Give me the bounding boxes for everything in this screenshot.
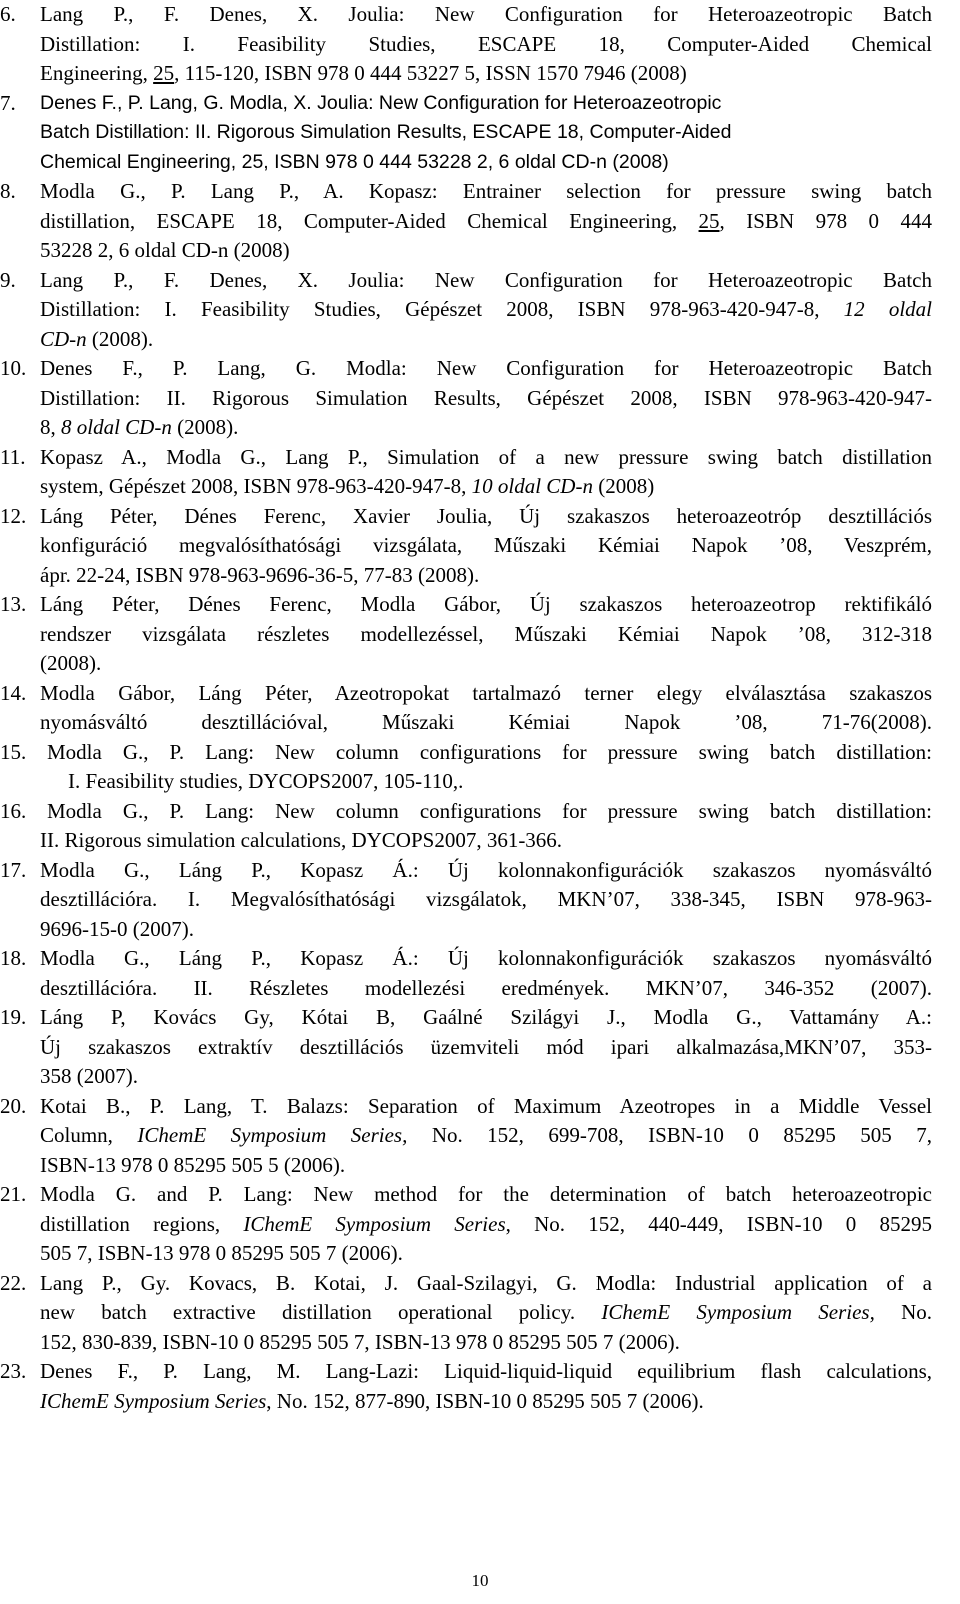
- reference-line: [40, 856, 932, 886]
- reference-text: Láng P, Kovács Gy, Kótai B, Gaálné Szilágyi J., Modla G., Vattamány A.:: [40, 1005, 932, 1029]
- reference-text: IChemE Symposium Series,: [601, 1300, 875, 1324]
- reference-line: [40, 0, 932, 30]
- reference-text: II. Rigorous simulation calculations, DYCOPS2007, 361-366.: [40, 828, 563, 852]
- reference-line: [68, 767, 960, 797]
- reference-line: [40, 1121, 932, 1151]
- reference-number: 6.: [0, 2, 16, 26]
- reference-text: new batch extractive distillation operational policy.: [40, 1300, 602, 1324]
- reference-text: IChemE Symposium Series: [243, 1211, 506, 1236]
- reference-text: Lang P., F. Denes, X. Joulia: New Configuration for Heteroazeotropic Batch: [40, 267, 932, 292]
- reference-line: [40, 1387, 932, 1417]
- reference-line: [40, 207, 932, 237]
- reference-text: Batch Distillation: II. Rigorous Simulation Results, ESCAPE 18, Computer-Aided: [40, 121, 732, 143]
- reference-line: [40, 1003, 932, 1033]
- reference-number: 7.: [0, 90, 16, 115]
- reference-line: [40, 1357, 932, 1387]
- reference-text: 8,: [40, 415, 61, 439]
- reference-line: [40, 148, 932, 178]
- reference-text: Modla G., Láng P., Kopasz Á.: Új kolonnakonfigurációk szakaszos nyomásváltó: [40, 946, 932, 970]
- reference-number: 9.: [0, 267, 16, 292]
- reference-line: [40, 1210, 932, 1240]
- page-number: 10: [471, 1571, 489, 1590]
- reference-text: desztillációra. II. Részletes modellezési eredmények. MKN’07, 346-352 (2007).: [40, 975, 932, 1000]
- reference-text: 12 oldal: [843, 297, 933, 321]
- reference-text: (2008): [592, 474, 655, 498]
- reference-line: [40, 708, 932, 738]
- reference-line: [40, 325, 932, 355]
- reference-line: [47, 738, 932, 768]
- reference-text: 10 oldal CD-n: [471, 474, 593, 498]
- reference-number: 16.: [0, 798, 27, 823]
- reference-text: No.: [874, 1300, 932, 1324]
- reference-line: [40, 1092, 932, 1122]
- reference-text: IChemE Symposium Series: [40, 1388, 267, 1413]
- reference-text: Denes F., P. Lang, M. Lang-Lazi: Liquid-liquid-liquid equilibrium flash calculations,: [40, 1359, 932, 1383]
- reference-line: [40, 472, 932, 502]
- reference-line: [40, 620, 932, 650]
- reference-line: [40, 1180, 932, 1210]
- reference-number: 19.: [0, 1005, 27, 1029]
- reference-text: 53228 2, 6 oldal CD-n (2008): [40, 238, 290, 262]
- reference-text: 25: [153, 61, 175, 85]
- reference-text: 8 oldal CD-n: [61, 415, 172, 439]
- reference-text: , No. 152, 877-890, ISBN-10 0 85295 505 7 (2006).: [266, 1388, 704, 1413]
- reference-text: nyomásváltó desztillációval, Műszaki Kémiai Napok ’08, 71-76(2008).: [40, 710, 932, 734]
- reference-line: [40, 89, 932, 119]
- reference-text: distillation, ESCAPE 18, Computer-Aided Chemical Engineering,: [40, 208, 699, 233]
- reference-line: [40, 974, 932, 1004]
- reference-text: Modla G. and P. Lang: New method for the determination of batch heteroazeotropic: [40, 1182, 932, 1206]
- reference-line: [40, 177, 932, 207]
- reference-number: 21.: [0, 1182, 27, 1206]
- reference-text: Modla G., Láng P., Kopasz Á.: Új kolonnakonfigurációk szakaszos nyomásváltó: [40, 857, 932, 882]
- reference-line: [40, 1062, 932, 1092]
- reference-line: [40, 59, 932, 89]
- reference-text: Engineering,: [40, 61, 154, 85]
- reference-number: 23.: [0, 1359, 27, 1383]
- reference-text: CD-n: [40, 326, 87, 351]
- reference-text: Modla G., P. Lang: New column configurations for pressure swing batch distillation:: [47, 798, 932, 823]
- reference-line: [40, 413, 932, 443]
- reference-line: [40, 236, 932, 266]
- reference-text: konfiguráció megvalósíthatósági vizsgálata, Műszaki Kémiai Napok ’08, Veszprém,: [40, 533, 932, 557]
- reference-line: [40, 1239, 932, 1269]
- reference-text: Distillation: I. Feasibility Studies, Gépészet 2008, ISBN 978-963-420-947-8,: [40, 297, 844, 321]
- reference-line: [40, 118, 932, 148]
- reference-number: 12.: [0, 503, 27, 528]
- reference-text: 25: [698, 208, 720, 233]
- reference-text: 9696-15-0 (2007).: [40, 916, 194, 941]
- reference-text: , 115-120, ISBN 978 0 444 53227 5, ISSN 1570 7946 (2008): [174, 61, 687, 85]
- reference-text: desztillációra. I. Megvalósíthatósági vizsgálatok, MKN’07, 338-345, ISBN 978-963-: [40, 887, 932, 911]
- reference-line: [40, 561, 932, 591]
- reference-text: Láng Péter, Dénes Ferenc, Modla Gábor, Új szakaszos heteroazeotrop rektifikáló: [40, 592, 932, 616]
- reference-number: 15.: [0, 739, 27, 764]
- reference-text: system, Gépészet 2008, ISBN 978-963-420-947-8,: [40, 474, 472, 498]
- reference-text: distillation regions,: [40, 1211, 244, 1236]
- reference-text: Lang P., F. Denes, X. Joulia: New Configuration for Heteroazeotropic Batch: [40, 2, 932, 26]
- reference-text: Modla G., P. Lang P., A. Kopasz: Entrainer selection for pressure swing batch: [40, 179, 932, 203]
- reference-line: [40, 502, 932, 532]
- reference-line: [40, 1033, 932, 1063]
- reference-text: Kopasz A., Modla G., Lang P., Simulation of a new pressure swing batch distillation: [40, 444, 932, 469]
- reference-text: Column,: [40, 1123, 138, 1147]
- reference-text: (2008).: [40, 651, 102, 675]
- reference-text: (2008).: [171, 415, 239, 439]
- reference-text: No. 152, 699-708, ISBN-10 0 85295 505 7,: [407, 1123, 933, 1147]
- reference-text: Denes F., P. Lang, G. Modla: New Configuration for Heteroazeotropic Batch: [40, 356, 932, 380]
- reference-text: ISBN-13 978 0 85295 505 5 (2006).: [40, 1152, 346, 1177]
- reference-line: [40, 443, 932, 473]
- reference-line: [40, 944, 932, 974]
- reference-number: 18.: [0, 946, 27, 970]
- reference-number: 10.: [0, 356, 27, 380]
- reference-line: [40, 826, 932, 856]
- reference-line: [40, 885, 932, 915]
- reference-line: [40, 30, 932, 60]
- reference-text: Distillation: II. Rigorous Simulation Results, Gépészet 2008, ISBN 978-963-420-947-: [40, 385, 932, 410]
- reference-line: [40, 679, 932, 709]
- reference-text: ápr. 22-24, ISBN 978-963-9696-36-5, 77-83 (2008).: [40, 562, 480, 587]
- reference-line: [40, 384, 932, 414]
- reference-text: Modla Gábor, Láng Péter, Azeotropokat tartalmazó terner elegy elválasztása szakaszos: [40, 680, 932, 705]
- reference-text: Denes F., P. Lang, G. Modla, X. Joulia: New Configuration for Heteroazeotropic: [40, 91, 722, 114]
- reference-text: I. Feasibility studies, DYCOPS2007, 105-110,.: [68, 769, 464, 793]
- reference-number: 20.: [0, 1093, 27, 1118]
- reference-line: [40, 1269, 932, 1299]
- reference-number: 22.: [0, 1270, 27, 1295]
- reference-number: 13.: [0, 592, 27, 616]
- reference-line: [40, 1298, 932, 1328]
- reference-text: 358 (2007).: [40, 1064, 138, 1088]
- reference-number: 11.: [0, 444, 26, 469]
- reference-line: [40, 295, 932, 325]
- reference-line: [40, 915, 932, 945]
- reference-text: Új szakaszos extraktív desztillációs üzemviteli mód ipari alkalmazása,MKN’07, 353-: [40, 1034, 932, 1059]
- reference-line: [40, 649, 932, 679]
- reference-number: 8.: [0, 179, 16, 203]
- reference-text: rendszer vizsgálata részletes modellezéssel, Műszaki Kémiai Napok ’08, 312-318: [40, 621, 932, 646]
- reference-text: , No. 152, 440-449, ISBN-10 0 85295: [505, 1211, 933, 1236]
- reference-text: Láng Péter, Dénes Ferenc, Xavier Joulia, Új szakaszos heteroazeotróp desztillációs: [40, 503, 932, 528]
- reference-text: (2008).: [86, 326, 154, 351]
- reference-text: Distillation: I. Feasibility Studies, ESCAPE 18, Computer-Aided Chemical: [40, 31, 932, 56]
- reference-line: [40, 590, 932, 620]
- reference-text: 505 7, ISBN-13 978 0 85295 505 7 (2006).: [40, 1241, 403, 1265]
- reference-line: [40, 1151, 932, 1181]
- reference-text: Modla G., P. Lang: New column configurations for pressure swing batch distillation:: [47, 739, 932, 764]
- reference-text: , ISBN 978 0 444: [719, 208, 932, 233]
- reference-number: 17.: [0, 857, 27, 882]
- reference-number: 14.: [0, 680, 27, 705]
- reference-text: Kotai B., P. Lang, T. Balazs: Separation of Maximum Azeotropes in a Middle Vessel: [40, 1093, 932, 1118]
- reference-line: [47, 797, 932, 827]
- reference-text: Lang P., Gy. Kovacs, B. Kotai, J. Gaal-Szilagyi, G. Modla: Industrial application of a: [40, 1270, 932, 1295]
- reference-text: 152, 830-839, ISBN-10 0 85295 505 7, ISBN-13 978 0 85295 505 7 (2006).: [40, 1329, 680, 1354]
- reference-text: IChemE Symposium Series,: [137, 1123, 408, 1147]
- reference-text: Chemical Engineering, 25, ISBN 978 0 444 53228 2, 6 oldal CD-n (2008): [40, 150, 669, 173]
- reference-line: [40, 266, 932, 296]
- reference-line: [40, 1328, 932, 1358]
- reference-line: [40, 354, 932, 384]
- reference-line: [40, 531, 932, 561]
